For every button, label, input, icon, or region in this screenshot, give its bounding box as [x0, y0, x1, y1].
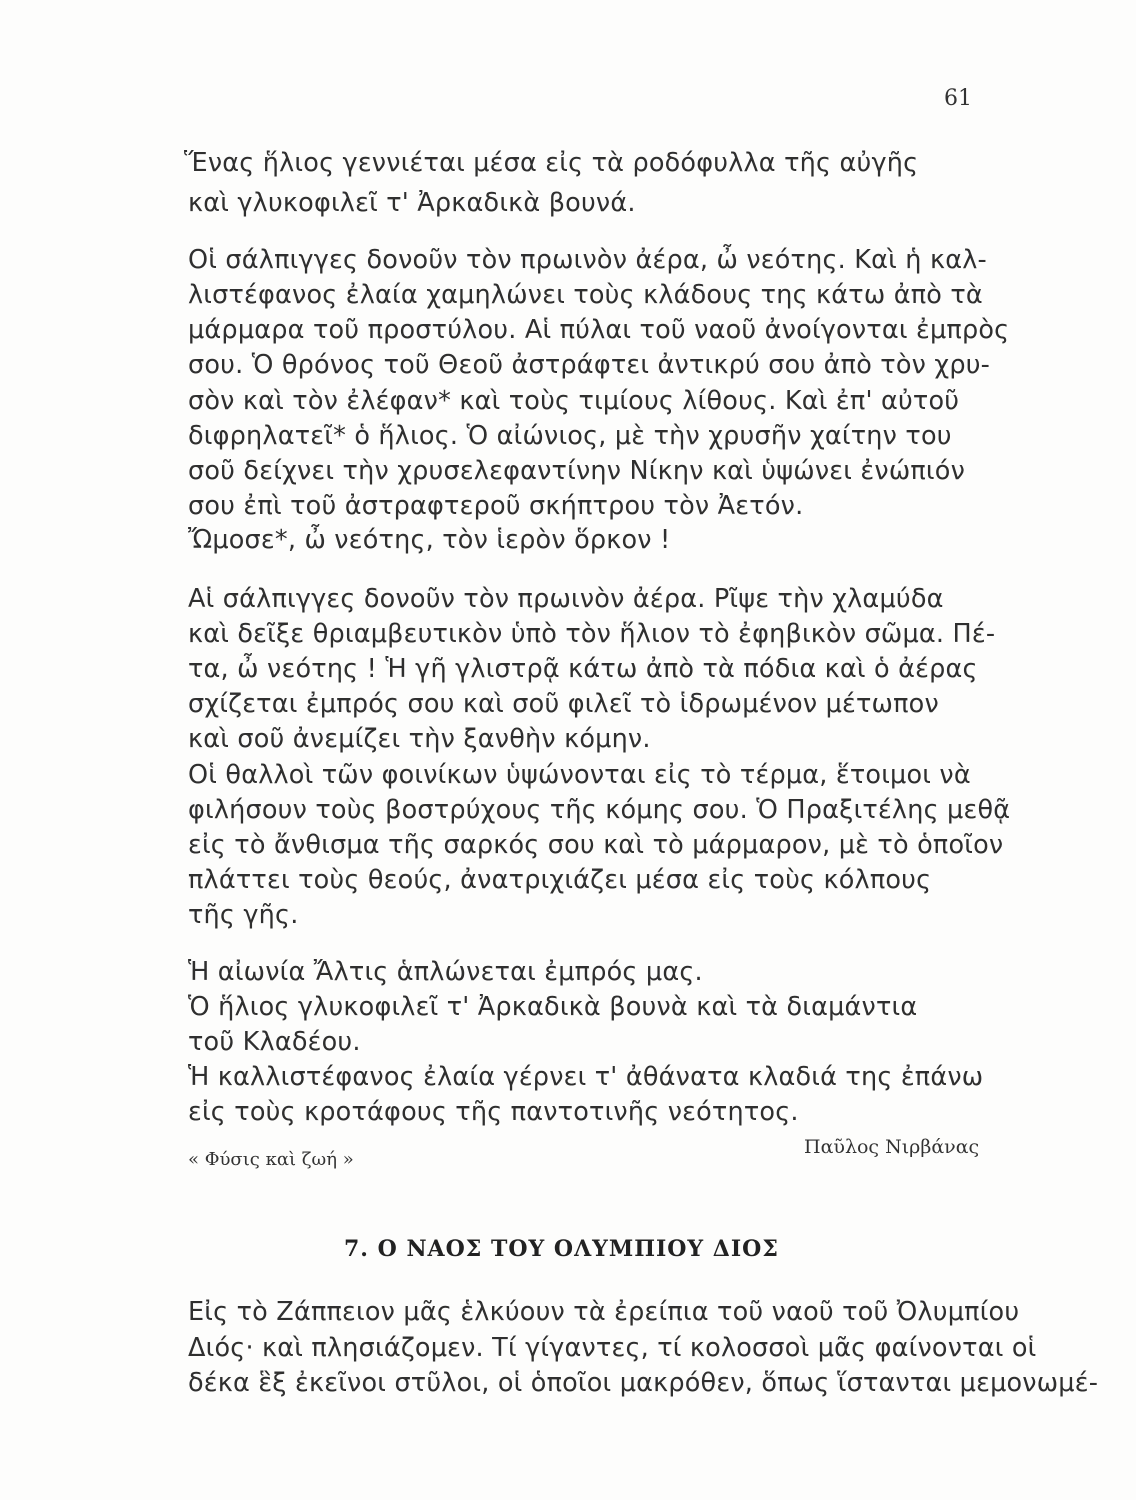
text-line: διφρηλατεῖ* ὁ ἥλιος. Ὁ αἰώνιος, μὲ τὴν χρυσῆν χαίτην του	[188, 421, 952, 451]
text-line: Ἕνας ἥλιος γεννιέται μέσα εἰς τὰ ροδόφυλλα τῆς αὐγῆς	[184, 148, 919, 178]
section-heading: 7. Ο ΝΑΟΣ ΤΟΥ ΟΛΥΜΠΙΟΥ ΔΙΟΣ	[344, 1236, 779, 1262]
text-line: Οἱ θαλλοὶ τῶν φοινίκων ὑψώνονται εἰς τὸ τέρμα, ἕτοιμοι νὰ	[188, 760, 971, 790]
text-line: πλάττει τοὺς θεούς, ἀνατριχιάζει μέσα εἰς τοὺς κόλπους	[188, 865, 932, 895]
text-line: εἰς τοὺς κροτάφους τῆς παντοτινῆς νεότητος.	[188, 1097, 799, 1127]
text-line: σὸν καὶ τὸν ἐλέφαν* καὶ τοὺς τιμίους λίθους. Καὶ ἐπ' αὐτοῦ	[188, 386, 960, 416]
text-line: δέκα ἓξ ἐκεῖνοι στῦλοι, οἱ ὁποῖοι μακρόθεν, ὅπως ἵστανται μεμονωμέ-	[188, 1368, 1099, 1398]
text-line: Ἡ καλλιστέφανος ἐλαία γέρνει τ' ἀθάνατα κλαδιά της ἐπάνω	[188, 1062, 984, 1092]
text-line: μάρμαρα τοῦ προστύλου. Αἱ πύλαι τοῦ ναοῦ ἀνοίγονται ἐμπρὸς	[188, 315, 1010, 345]
text-line: σοῦ δείχνει τὴν χρυσελεφαντίνην Νίκην καὶ ὑψώνει ἐνώπιόν	[188, 456, 966, 486]
text-line: καὶ σοῦ ἀνεμίζει τὴν ξανθὴν κόμην.	[188, 724, 651, 754]
text-line: σου. Ὁ θρόνος τοῦ Θεοῦ ἀστράφτει ἀντικρύ σου ἀπὸ τὸν χρυ-	[188, 350, 991, 380]
text-line: Εἰς τὸ Ζάππειον μᾶς ἑλκύουν τὰ ἐρείπια τοῦ ναοῦ τοῦ Ὀλυμπίου	[188, 1297, 1020, 1327]
text-line: Οἱ σάλπιγγες δονοῦν τὸν πρωινὸν ἀέρα, ὦ νεότης. Καὶ ἡ καλ-	[188, 245, 987, 275]
text-line: Ἡ αἰωνία Ἄλτις ἁπλώνεται ἐμπρός μας.	[188, 957, 703, 987]
text-line: Διός· καὶ πλησιάζομεν. Τί γίγαντες, τί κολοσσοὶ μᾶς φαίνονται οἱ	[188, 1333, 1037, 1363]
text-line: καὶ δεῖξε θριαμβευτικὸν ὑπὸ τὸν ἥλιον τὸ ἐφηβικὸν σῶμα. Πέ-	[188, 619, 996, 649]
text-line: τοῦ Κλαδέου.	[188, 1027, 361, 1057]
text-line: φιλήσουν τοὺς βοστρύχους τῆς κόμης σου. Ὁ Πραξιτέλης μεθᾷ	[188, 795, 1011, 825]
text-line: τα, ὦ νεότης ! Ἡ γῆ γλιστρᾷ κάτω ἀπὸ τὰ πόδια καὶ ὁ ἀέρας	[188, 654, 978, 684]
text-line: τῆς γῆς.	[188, 900, 299, 930]
text-line: σου ἐπὶ τοῦ ἀστραφτεροῦ σκήπτρου τὸν Ἀετόν.	[188, 491, 804, 521]
text-line: καὶ γλυκοφιλεῖ τ' Ἀρκαδικὰ βουνά.	[188, 188, 636, 218]
text-line: λιστέφανος ἐλαία χαμηλώνει τοὺς κλάδους της κάτω ἀπὸ τὰ	[188, 280, 983, 310]
source-title: « Φύσις καὶ ζωή »	[188, 1149, 354, 1170]
text-line: εἰς τὸ ἄνθισμα τῆς σαρκός σου καὶ τὸ μάρμαρον, μὲ τὸ ὁποῖον	[188, 830, 1004, 860]
text-line: Αἱ σάλπιγγες δονοῦν τὸν πρωινὸν ἀέρα. Ρῖψε τὴν χλαμύδα	[188, 584, 944, 614]
author-name: Παῦλος Νιρβάνας	[804, 1136, 980, 1158]
page-number: 61	[944, 86, 972, 111]
text-line: Ὁ ἥλιος γλυκοφιλεῖ τ' Ἀρκαδικὰ βουνὰ καὶ τὰ διαμάντια	[188, 992, 918, 1022]
text-line: Ὤμοσε*, ὦ νεότης, τὸν ἱερὸν ὅρκον !	[188, 525, 671, 555]
text-line: σχίζεται ἐμπρός σου καὶ σοῦ φιλεῖ τὸ ἱδρωμένον μέτωπον	[188, 689, 939, 719]
